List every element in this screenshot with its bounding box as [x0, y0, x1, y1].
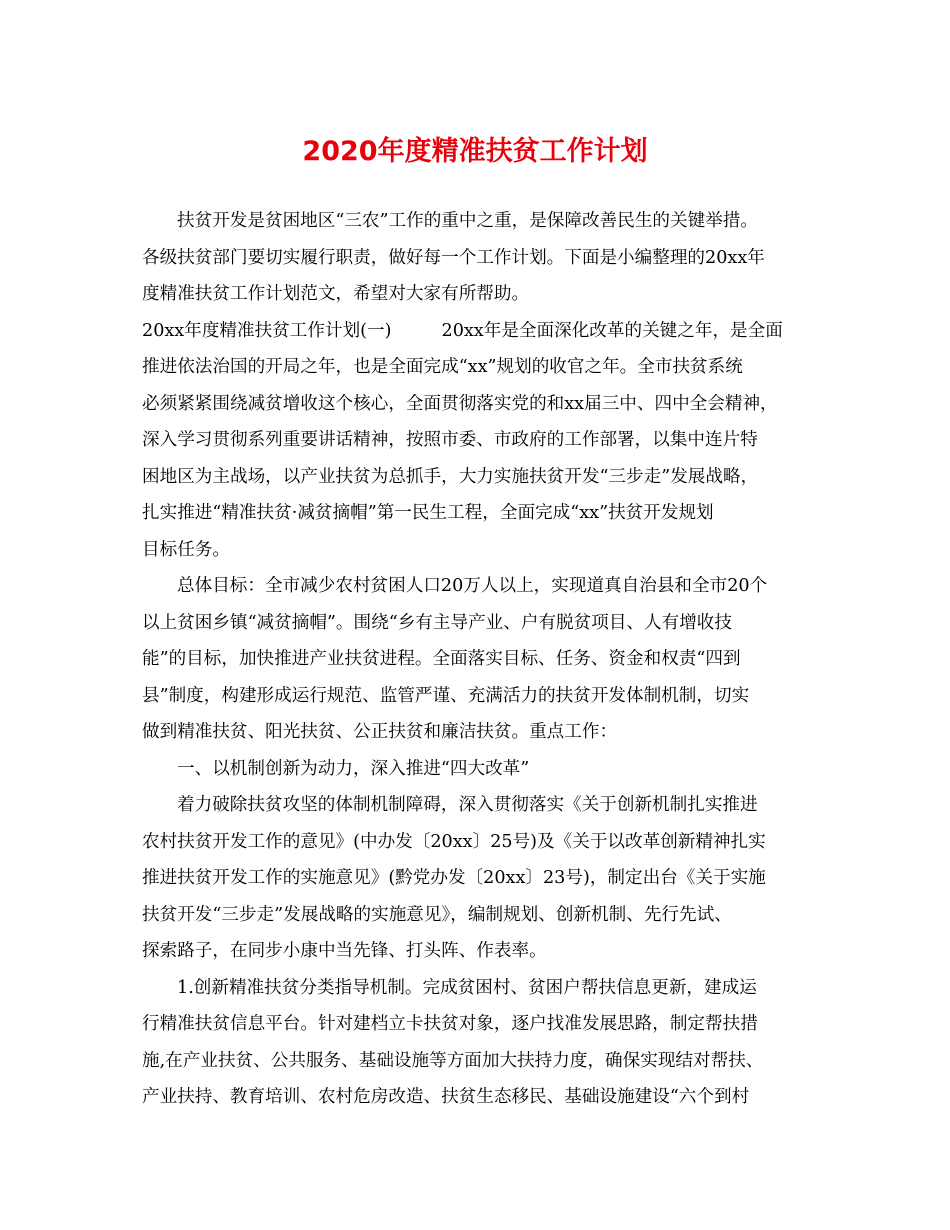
- text-line: 探索路子，在同步小康中当先锋、打头阵、作表率。: [142, 941, 547, 961]
- text-line: 推进依法治国的开局之年，也是全面完成“xx”规划的收官之年。全市扶贫系统: [142, 357, 743, 377]
- text-line: 施,在产业扶贫、公共服务、基础设施等方面加大扶持力度，确保实现结对帮扶、: [142, 1050, 764, 1071]
- section-heading: 一、以机制创新为动力，深入推进“四大改革”: [177, 758, 530, 779]
- text-line: 目标任务。: [142, 539, 230, 560]
- text-line: 以上贫困乡镇“减贫摘帽”。围绕“乡有主导产业、户有脱贫项目、人有增收技: [142, 612, 732, 633]
- text-line: 产业扶持、教育培训、农村危房改造、扶贫生态移民、基础设施建设“六个到村: [142, 1087, 750, 1107]
- text-line: 总体目标：全市减少农村贫困人口20万人以上，实现道真自治县和全市20个: [177, 576, 768, 596]
- text-line: 扶贫开发“三步走”发展战略的实施意见》，编制规划、创新机制、先行先试、: [142, 904, 732, 925]
- text-line: 扎实推进“精准扶贫·减贫摘帽”第一民生工程，全面完成“xx”扶贫开发规划: [142, 503, 714, 523]
- text-line: 做到精准扶贫、阳光扶贫、公正扶贫和廉洁扶贫。重点工作：: [142, 722, 618, 742]
- text-line: 必须紧紧围绕减贫增收这个核心，全面贯彻落实党的和xx届三中、四中全会精神，: [142, 393, 778, 414]
- text-segment: 20xx年是全面深化改革的关键之年，是全面: [441, 320, 783, 341]
- text-line: 各级扶贫部门要切实履行职责，做好每一个工作计划。下面是小编整理的20xx年: [142, 247, 765, 268]
- text-line: 深入学习贯彻系列重要讲话精神，按照市委、市政府的工作部署，以集中连片特: [142, 430, 758, 450]
- text-line: 着力破除扶贫攻坚的体制机制障碍，深入贯彻落实《关于创新机制扎实推进: [177, 795, 758, 815]
- text-line: 扶贫开发是贫困地区“三农”工作的重中之重，是保障改善民生的关键举措。: [177, 211, 758, 231]
- text-line: 推进扶贫开发工作的实施意见》(黔党办发〔20xx〕23号)，制定出台《关于实施: [142, 868, 766, 888]
- document-title: 2020年度精准扶贫工作计划: [302, 136, 648, 167]
- text-line-with-heading: [142, 313, 812, 350]
- text-line: 农村扶贫开发工作的意见》(中办发〔20xx〕25号)及《关于以改革创新精神扎实: [142, 831, 766, 852]
- text-line: 行精准扶贫信息平台。针对建档立卡扶贫对象，逐户找准发展思路，制定帮扶措: [142, 1014, 758, 1034]
- text-line: 县”制度，构建形成运行规范、监管严谨、充满活力的扶贫开发体制机制，切实: [142, 685, 750, 706]
- text-line: 1.创新精准扶贫分类指导机制。完成贫困村、贫困户帮扶信息更新，建成运: [177, 977, 757, 998]
- text-line: 能”的目标，加快推进产业扶贫进程。全面落实目标、任务、资金和权责“四到: [142, 649, 741, 669]
- text-line: 度精准扶贫工作计划范文，希望对大家有所帮助。: [142, 284, 530, 304]
- section-heading: 20xx年度精准扶贫工作计划(一): [142, 320, 392, 341]
- document-body: [142, 203, 812, 1116]
- text-line: 困地区为主战场，以产业扶贫为总抓手，大力实施扶贫开发“三步走”发展战略，: [142, 466, 759, 487]
